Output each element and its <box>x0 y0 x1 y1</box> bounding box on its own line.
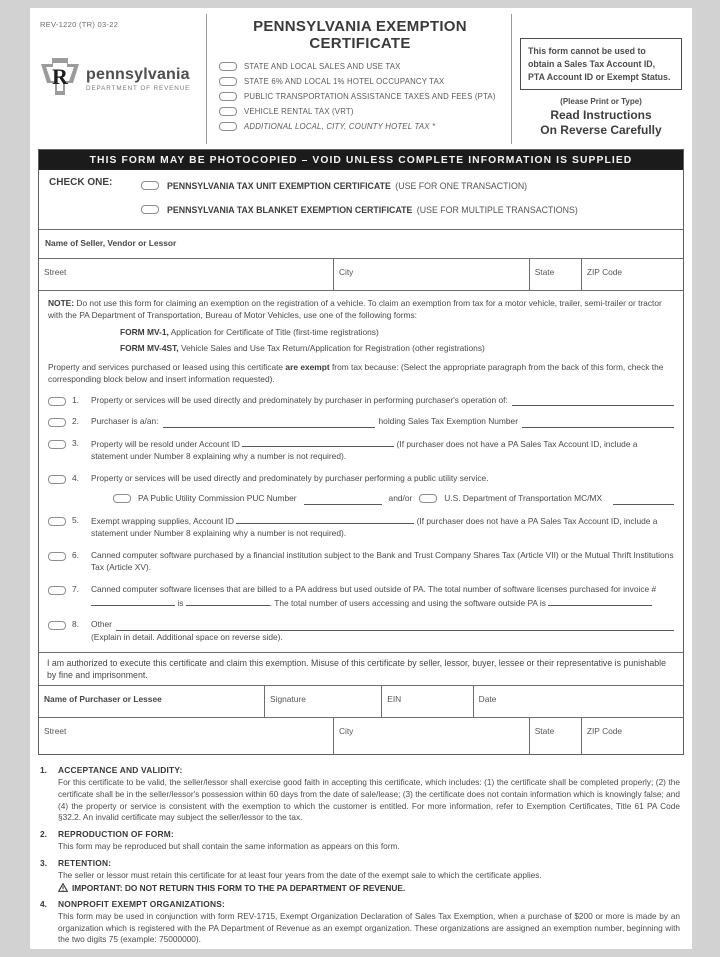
tax-type-label: STATE 6% AND LOCAL 1% HOTEL OCCUPANCY TAX <box>244 76 445 86</box>
blanket-certificate-sublabel: (USE FOR MULTIPLE TRANSACTIONS) <box>416 205 578 215</box>
purchaser-info-row <box>39 685 683 717</box>
instruction-1-body: For this certificate to be valid, the seller/lessor shall exercise good faith in accepting this certificate, which includes: (1) the certificate shall be completed properly; (2) the certificate shall be in the seller/lessor's possession within 60 days from the date of sale/lease; (3) the certificate does not contain information which is knowingly false; and (4) the property or service is consistent with the exemption to which the customer is entitled. For more information, refer to Exemption Certificates, Title 61 PA Code §32.2. An invalid certificate may subject the seller/lessor to the tax. <box>58 777 680 823</box>
instruction-4-body: This form may be used in conjunction with form REV-1715, Exempt Organization Declaration of Sales Tax Exemption, when a purchase of $200 or more is made by an organization which is registered with the PA Department of Revenue as an exempt organization. These organizations are assigned an exemption number, beginning with the two digits 75 (example: 75000000). <box>58 910 680 945</box>
note-lead: NOTE: <box>48 298 75 308</box>
purchaser-street-field[interactable] <box>39 718 334 754</box>
tax-type-checkbox[interactable] <box>219 107 237 116</box>
item-3-checkbox[interactable] <box>48 440 66 449</box>
seller-city-field[interactable] <box>334 259 530 290</box>
form-number: REV-1220 (TR) 03-22 <box>40 20 119 29</box>
tax-type-checkbox[interactable] <box>219 92 237 101</box>
blanket-certificate-checkbox[interactable] <box>141 205 159 214</box>
header-center-column <box>206 14 512 144</box>
instruction-4-heading: NONPROFIT EXEMPT ORGANIZATIONS: <box>58 898 226 909</box>
instruction-nonprofit: 4. NONPROFIT EXEMPT ORGANIZATIONS: This form may be used in conjunction with form REV-1715, Exempt Organization Declaration of Sales Tax Exemption, when a purchase of $200 or more is made by an organization which is registered with the PA Department of Revenue as an exempt organization. These organizations are assigned an exemption number, beginning with the two digits 75 (example: 75000000). <box>40 898 680 945</box>
item-7-text-3: . The total number of users accessing and using the software outside PA is <box>269 597 549 608</box>
item-3-text-2: (If purchaser does not have a PA Sales Tax Account ID, include a statement under Number 8 explaining why a number is not required). <box>91 438 638 462</box>
instruction-3-body: The seller or lessor must retain this certificate for at least four years from the date of the exempt sale to which the certificate applies. <box>58 870 542 881</box>
exemption-item-1: 1. Property or services will be used directly and predominately by purchaser in performing purchaser's operation of: <box>48 394 674 407</box>
read-instructions-line-1: Read Instructions <box>550 108 652 123</box>
check-one-label: CHECK ONE: <box>49 177 113 188</box>
seller-zip-label: ZIP Code <box>586 267 623 277</box>
license-count-blank[interactable] <box>186 596 270 606</box>
instructions-section <box>40 765 680 946</box>
tax-type-label: PUBLIC TRANSPORTATION ASSISTANCE TAXES AND FEES (PTA) <box>244 91 496 101</box>
form-header <box>30 8 692 144</box>
check-one-section <box>39 170 683 230</box>
tax-type-row-pta <box>219 92 501 101</box>
date-label: Date <box>478 694 497 705</box>
puc-number-blank[interactable] <box>304 495 382 505</box>
item-7-checkbox[interactable] <box>48 586 66 595</box>
purchaser-zip-field[interactable] <box>582 718 683 754</box>
blanket-certificate-label: PENNSYLVANIA TAX BLANKET EXEMPTION CERTIFICATE <box>167 205 413 215</box>
instruction-acceptance: 1. ACCEPTANCE AND VALIDITY: For this certificate to be valid, the seller/lessor shall exercise good faith in accepting this certificate, which includes: (1) the certificate shall be completed properly; (2) the certificate shall be in the seller/lessor's possession within 60 days from the date of sale/lease; (3) the certificate does not contain information which is knowingly false; and (4) the property or service is consistent with the exemption to which the customer is entitled. For more information, refer to Exemption Certificates, Title 61 PA Code §32.2. An invalid certificate may subject the seller/lessor to the tax. <box>40 765 680 823</box>
item-5-text-1: Exempt wrapping supplies, Account ID <box>91 515 237 526</box>
tax-type-checkbox[interactable] <box>219 122 237 131</box>
seller-state-label: State <box>534 267 555 277</box>
item-5-checkbox[interactable] <box>48 517 66 526</box>
warning-triangle-icon <box>58 883 68 894</box>
item-7-text-1: Canned computer software licenses that are billed to a PA address but used outside of PA. The total number of software licenses purchased for invoice # <box>91 584 657 595</box>
purchaser-street-label: Street <box>44 726 67 737</box>
instruction-2-body: This form may be reproduced but shall contain the same information as appears on this form. <box>58 841 400 852</box>
item-8-text: Other <box>91 619 112 630</box>
instruction-1-heading: ACCEPTANCE AND VALIDITY: <box>58 765 183 776</box>
item-3-account-id-blank[interactable] <box>242 437 394 447</box>
purchaser-address-row <box>39 717 683 754</box>
print-or-type-note: (Please Print or Type) <box>560 97 642 107</box>
instruction-reproduction: 2. REPRODUCTION OF FORM: This form may be reproduced but shall contain the same information as appears on this form. <box>40 829 680 853</box>
exemption-item-2: 2. Purchaser is a/an: holding Sales Tax Exemption Number <box>48 415 674 428</box>
item-8-explain-note: (Explain in detail. Additional space on reverse side). <box>91 631 283 642</box>
seller-street-field[interactable] <box>39 259 334 290</box>
tax-type-label: VEHICLE RENTAL TAX (VRT) <box>244 106 354 116</box>
tax-type-label: STATE AND LOCAL SALES AND USE TAX <box>244 61 401 71</box>
tax-type-checkbox[interactable] <box>219 62 237 71</box>
logo-wordmark <box>86 67 190 92</box>
item-6-text: Canned computer software purchased by a financial institution subject to the Bank and Trust Company Shares Tax (Article VII) or the Mutual Thrift Institutions Tax (Article XV). <box>91 549 674 573</box>
cannot-use-notice: This form cannot be used to obtain a Sales Tax Account ID, PTA Account ID or Exempt Status. <box>520 38 682 90</box>
puc-text: PA Public Utility Commission PUC Number <box>138 493 297 504</box>
seller-address-row <box>39 259 683 291</box>
pa-revenue-logo <box>40 57 202 102</box>
user-count-blank[interactable] <box>548 596 652 606</box>
andor-text: and/or <box>388 493 413 504</box>
seller-street-label: Street <box>44 267 67 277</box>
exemption-item-3: 3. Property will be resold under Account ID (If purchaser does not have a PA Sales Tax Account ID, include a statement under Number 8 explaining why a number is not required). <box>48 437 674 463</box>
item-5-account-id-blank[interactable] <box>236 514 414 524</box>
item-2-text-1: Purchaser is a/an: <box>91 416 159 427</box>
usdot-text: U.S. Department of Transportation MC/MX <box>444 493 603 504</box>
important-warning-line <box>58 883 680 894</box>
keystone-logo-icon <box>40 57 80 102</box>
item-3-text-1: Property will be resold under Account ID <box>91 438 243 449</box>
purchaser-zip-label: ZIP Code <box>586 726 623 737</box>
date-field[interactable] <box>474 686 683 717</box>
item-8-checkbox[interactable] <box>48 621 66 630</box>
svg-text:R: R <box>52 64 68 89</box>
form-page <box>30 8 692 949</box>
instruction-retention: 3. RETENTION: The seller or lessor must retain this certificate for at least four years from the date of the exempt sale to which the certificate applies. IMPORTANT: DO NOT RETURN THIS FORM TO THE PA DEPARTMENT OF REVENUE. <box>40 858 680 894</box>
purchaser-city-field[interactable] <box>334 718 530 754</box>
invoice-number-blank[interactable] <box>91 596 175 606</box>
page-title <box>219 18 501 53</box>
unit-certificate-label: PENNSYLVANIA TAX UNIT EXEMPTION CERTIFICATE <box>167 181 391 191</box>
logo-brand-text: pennsylvania <box>86 66 190 83</box>
item-2-checkbox[interactable] <box>48 418 66 427</box>
item-5-text-2: (If purchaser does not have a PA Sales Tax Account ID, include a statement under Number 8 explaining why a number is not required). <box>91 515 658 539</box>
item-7-text-2: is <box>175 597 186 608</box>
unit-certificate-checkbox[interactable] <box>141 181 159 190</box>
title-line-2: CERTIFICATE <box>309 35 411 53</box>
read-instructions-line-2: On Reverse Carefully <box>540 122 662 137</box>
purchaser-name-label: Name of Purchaser or Lessee <box>44 694 162 705</box>
form-mv4st-line: FORM MV-4ST, Vehicle Sales and Use Tax Return/Application for Registration (other registrations) <box>120 343 485 354</box>
tax-type-list <box>219 62 501 131</box>
item-1-text: Property or services will be used directly and predominately by purchaser in performing purchaser's operation of: <box>91 394 508 405</box>
note-paragraph: NOTE: Do not use this form for claiming an exemption on the registration of a vehicle. To claim an exemption from tax for a motor vehicle, trailer, semi-trailer or tractor with the PA Department of Transportation, Bureau of Motor Vehicles, use one of the following forms: <box>48 298 662 320</box>
photocopy-banner: THIS FORM MAY BE PHOTOCOPIED – VOID UNLESS COMPLETE INFORMATION IS SUPPLIED <box>39 150 683 170</box>
exemption-item-4: 4. Property or services will be used directly and predominately by purchaser performing a public utility service. PA Public Utility Commission PUC Number and/or U.S. Department of Transportation MC/MX <box>48 472 674 505</box>
exempt-reason-paragraph: Property and services purchased or leased using this certificate are exempt from tax because: (Select the appropriate paragraph from the back of this form, check the corresponding block below and insert information requested). <box>48 362 664 384</box>
authorization-statement: I am authorized to execute this certificate and claim this exemption. Misuse of this certificate by seller, lessor, buyer, lessee or their representative is punishable by fine and imprisonment. <box>39 652 683 686</box>
tax-type-checkbox[interactable] <box>219 77 237 86</box>
signature-field[interactable] <box>265 686 382 717</box>
vehicle-note-section <box>39 291 683 390</box>
check-one-options <box>141 176 675 224</box>
item-1-checkbox[interactable] <box>48 397 66 406</box>
other-reason-blank[interactable] <box>116 621 674 631</box>
signature-label: Signature <box>270 694 306 705</box>
unit-certificate-option <box>141 176 675 194</box>
blanket-certificate-option <box>141 200 675 218</box>
logo-sub-text: DEPARTMENT OF REVENUE <box>86 85 191 92</box>
purchaser-state-label: State <box>534 726 555 737</box>
seller-zip-field[interactable] <box>582 259 683 290</box>
tax-type-row-sales-use <box>219 62 501 71</box>
exemption-item-6: 6. Canned computer software purchased by a financial institution subject to the Bank and Trust Company Shares Tax (Article VII) or the Mutual Thrift Institutions Tax (Article XV). <box>48 549 674 574</box>
puc-checkbox[interactable] <box>113 494 131 503</box>
usdot-mcmx-blank[interactable] <box>613 495 674 505</box>
exemption-items-list <box>39 390 683 652</box>
title-line-1: PENNSYLVANIA EXEMPTION <box>253 18 467 35</box>
item-4-subline <box>113 491 674 505</box>
ein-field[interactable] <box>382 686 473 717</box>
purchaser-state-field[interactable] <box>530 718 582 754</box>
tax-type-row-hotel-occupancy <box>219 77 501 86</box>
important-warning-text: IMPORTANT: DO NOT RETURN THIS FORM TO THE PA DEPARTMENT OF REVENUE. <box>72 883 406 894</box>
item-4-checkbox[interactable] <box>48 475 66 484</box>
item-2-text-2: holding Sales Tax Exemption Number <box>378 416 519 427</box>
header-left-column <box>38 14 206 144</box>
instruction-3-heading: RETENTION: <box>58 858 112 869</box>
seller-city-label: City <box>338 267 354 277</box>
purchaser-name-field[interactable] <box>39 686 265 717</box>
item-6-checkbox[interactable] <box>48 552 66 561</box>
instruction-2-heading: REPRODUCTION OF FORM: <box>58 829 174 840</box>
item-2-entity-blank[interactable] <box>163 418 375 428</box>
purchaser-city-label: City <box>338 726 354 737</box>
form-mv1-line: FORM MV-1, Application for Certificate of Title (first-time registrations) <box>120 326 379 337</box>
tax-type-label: ADDITIONAL LOCAL, CITY, COUNTY HOTEL TAX * <box>244 121 436 131</box>
exemption-item-7: 7. Canned computer software licenses that are billed to a PA address but used outside of PA. The total number of software licenses purchased for invoice # is . The total number of users accessing and using the software outside PA is <box>48 583 674 609</box>
item-2-exemption-number-blank[interactable] <box>522 418 674 428</box>
seller-name-label: Name of Seller, Vendor or Lessor <box>45 238 177 248</box>
unit-certificate-sublabel: (USE FOR ONE TRANSACTION) <box>395 181 528 191</box>
read-instructions-note <box>520 108 682 137</box>
tax-type-row-vrt <box>219 107 501 116</box>
item-1-operation-blank[interactable] <box>512 396 674 406</box>
ein-label: EIN <box>387 694 402 705</box>
seller-name-field[interactable] <box>39 230 683 259</box>
exemption-item-8: 8. Other (Explain in detail. Additional space on reverse side). <box>48 618 674 643</box>
item-4-text: Property or services will be used directly and predominately by purchaser performing a public utility service. <box>91 473 489 484</box>
seller-state-field[interactable] <box>530 259 582 290</box>
main-form-box <box>38 149 684 755</box>
header-right-column <box>512 14 684 144</box>
usdot-checkbox[interactable] <box>419 494 437 503</box>
exemption-item-5: 5. Exempt wrapping supplies, Account ID (If purchaser does not have a PA Sales Tax Account ID, include a statement under Number 8 explaining why a number is not required). <box>48 514 674 540</box>
tax-type-row-additional-hotel <box>219 122 501 131</box>
